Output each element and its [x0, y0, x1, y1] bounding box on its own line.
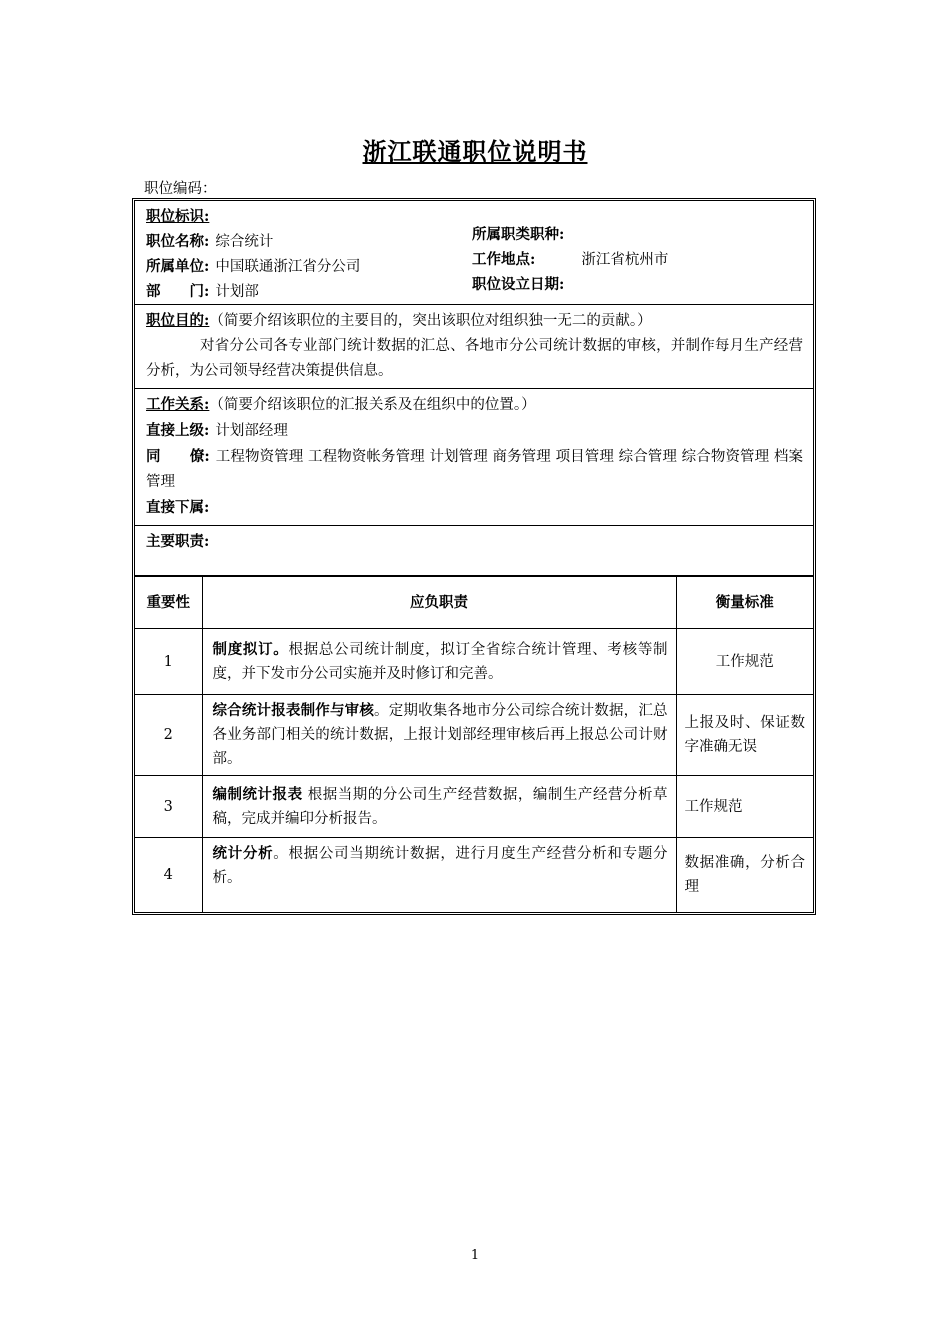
table-row — [135, 776, 813, 838]
purpose-body: 对省分公司各专业部门统计数据的汇总、各地市分公司统计数据的审核，并制作每月生产经营分析，为公司领导经营决策提供信息。 — [146, 338, 803, 379]
relations-hint: （简要介绍该职位的汇报关系及在组织中的位置。） — [209, 397, 536, 413]
responsibility-cell — [202, 838, 676, 912]
responsibility-cell — [202, 776, 676, 838]
relations-section — [135, 389, 813, 526]
superior-label: 直接上级: — [146, 422, 210, 439]
duties-table — [135, 576, 813, 912]
col-importance-header: 重要性 — [135, 577, 202, 629]
job-description-form — [132, 198, 816, 915]
col-standard-header: 衡量标准 — [676, 577, 813, 629]
name-value: 综合统计 — [215, 234, 274, 250]
table-row — [135, 695, 813, 776]
dept-value: 计划部 — [215, 284, 259, 300]
purpose-section — [135, 305, 813, 389]
duties-heading: 主要职责: — [146, 533, 210, 550]
responsibility-text: 根据总公司统计制度，拟订全省综合统计管理、考核等制度，并下发市分公司实施并及时修订和完善。 — [212, 641, 668, 682]
position-code-label: 职位编码： — [144, 181, 217, 197]
standard-cell: 工作规范 — [676, 629, 813, 695]
dept-label: 部 门: — [146, 283, 210, 300]
page-number: 1 — [470, 1248, 480, 1263]
responsibility-text: 。根据公司当期统计数据，进行月度生产经营分析和专题分析。 — [212, 846, 668, 886]
peers-value: 工程物资管理 工程物资帐务管理 计划管理 商务管理 项目管理 综合管理 综合物资管理 档案管理 — [146, 449, 803, 490]
subordinate-label: 直接下属: — [146, 499, 210, 516]
responsibility-title: 综合统计报表制作与审核 — [212, 702, 375, 719]
row-number: 3 — [135, 776, 202, 838]
row-number: 4 — [135, 838, 202, 912]
standard-cell: 上报及时、保证数字准确无误 — [676, 695, 813, 776]
responsibility-title: 编制统计报表 — [212, 785, 303, 803]
superior-value: 计划部经理 — [215, 423, 288, 439]
table-header-row — [135, 577, 813, 629]
responsibility-cell — [202, 629, 676, 695]
row-number: 1 — [135, 629, 202, 695]
responsibility-title: 制度拟订。 — [212, 640, 289, 658]
unit-value: 中国联通浙江省分公司 — [215, 259, 361, 275]
date-label: 职位设立日期: — [472, 276, 565, 293]
document-title: 浙江联通职位说明书 — [362, 137, 588, 166]
purpose-hint: （简要介绍该职位的主要目的，突出该职位对组织独一无二的贡献。） — [209, 313, 652, 329]
purpose-heading: 职位目的: — [146, 312, 210, 329]
location-value: 浙江省杭州市 — [581, 252, 669, 268]
identity-section — [135, 201, 813, 305]
table-row — [135, 629, 813, 695]
standard-cell: 数据准确，分析合理 — [676, 838, 813, 912]
col-responsibility-header: 应负职责 — [202, 577, 676, 629]
location-label: 工作地点: — [472, 251, 536, 268]
row-number: 2 — [135, 695, 202, 776]
responsibility-text: 。定期收集各地市分公司综合统计数据，汇总各业务部门相关的统计数据，上报计划部经理审核后再上报总公司计财部。 — [212, 703, 668, 767]
identity-heading: 职位标识: — [146, 208, 210, 225]
name-label: 职位名称: — [146, 233, 210, 250]
peers-label: 同 僚: — [146, 448, 210, 465]
responsibility-text: 根据当期的分公司生产经营数据，编制生产经营分析草稿，完成并编印分析报告。 — [212, 786, 668, 827]
responsibility-title: 统计分析 — [212, 845, 274, 862]
table-row — [135, 838, 813, 912]
duties-heading-section — [135, 526, 813, 576]
standard-cell: 工作规范 — [676, 776, 813, 838]
relations-heading: 工作关系: — [146, 396, 210, 413]
responsibility-cell — [202, 695, 676, 776]
category-label: 所属职类职种: — [472, 226, 565, 243]
unit-label: 所属单位: — [146, 258, 210, 275]
